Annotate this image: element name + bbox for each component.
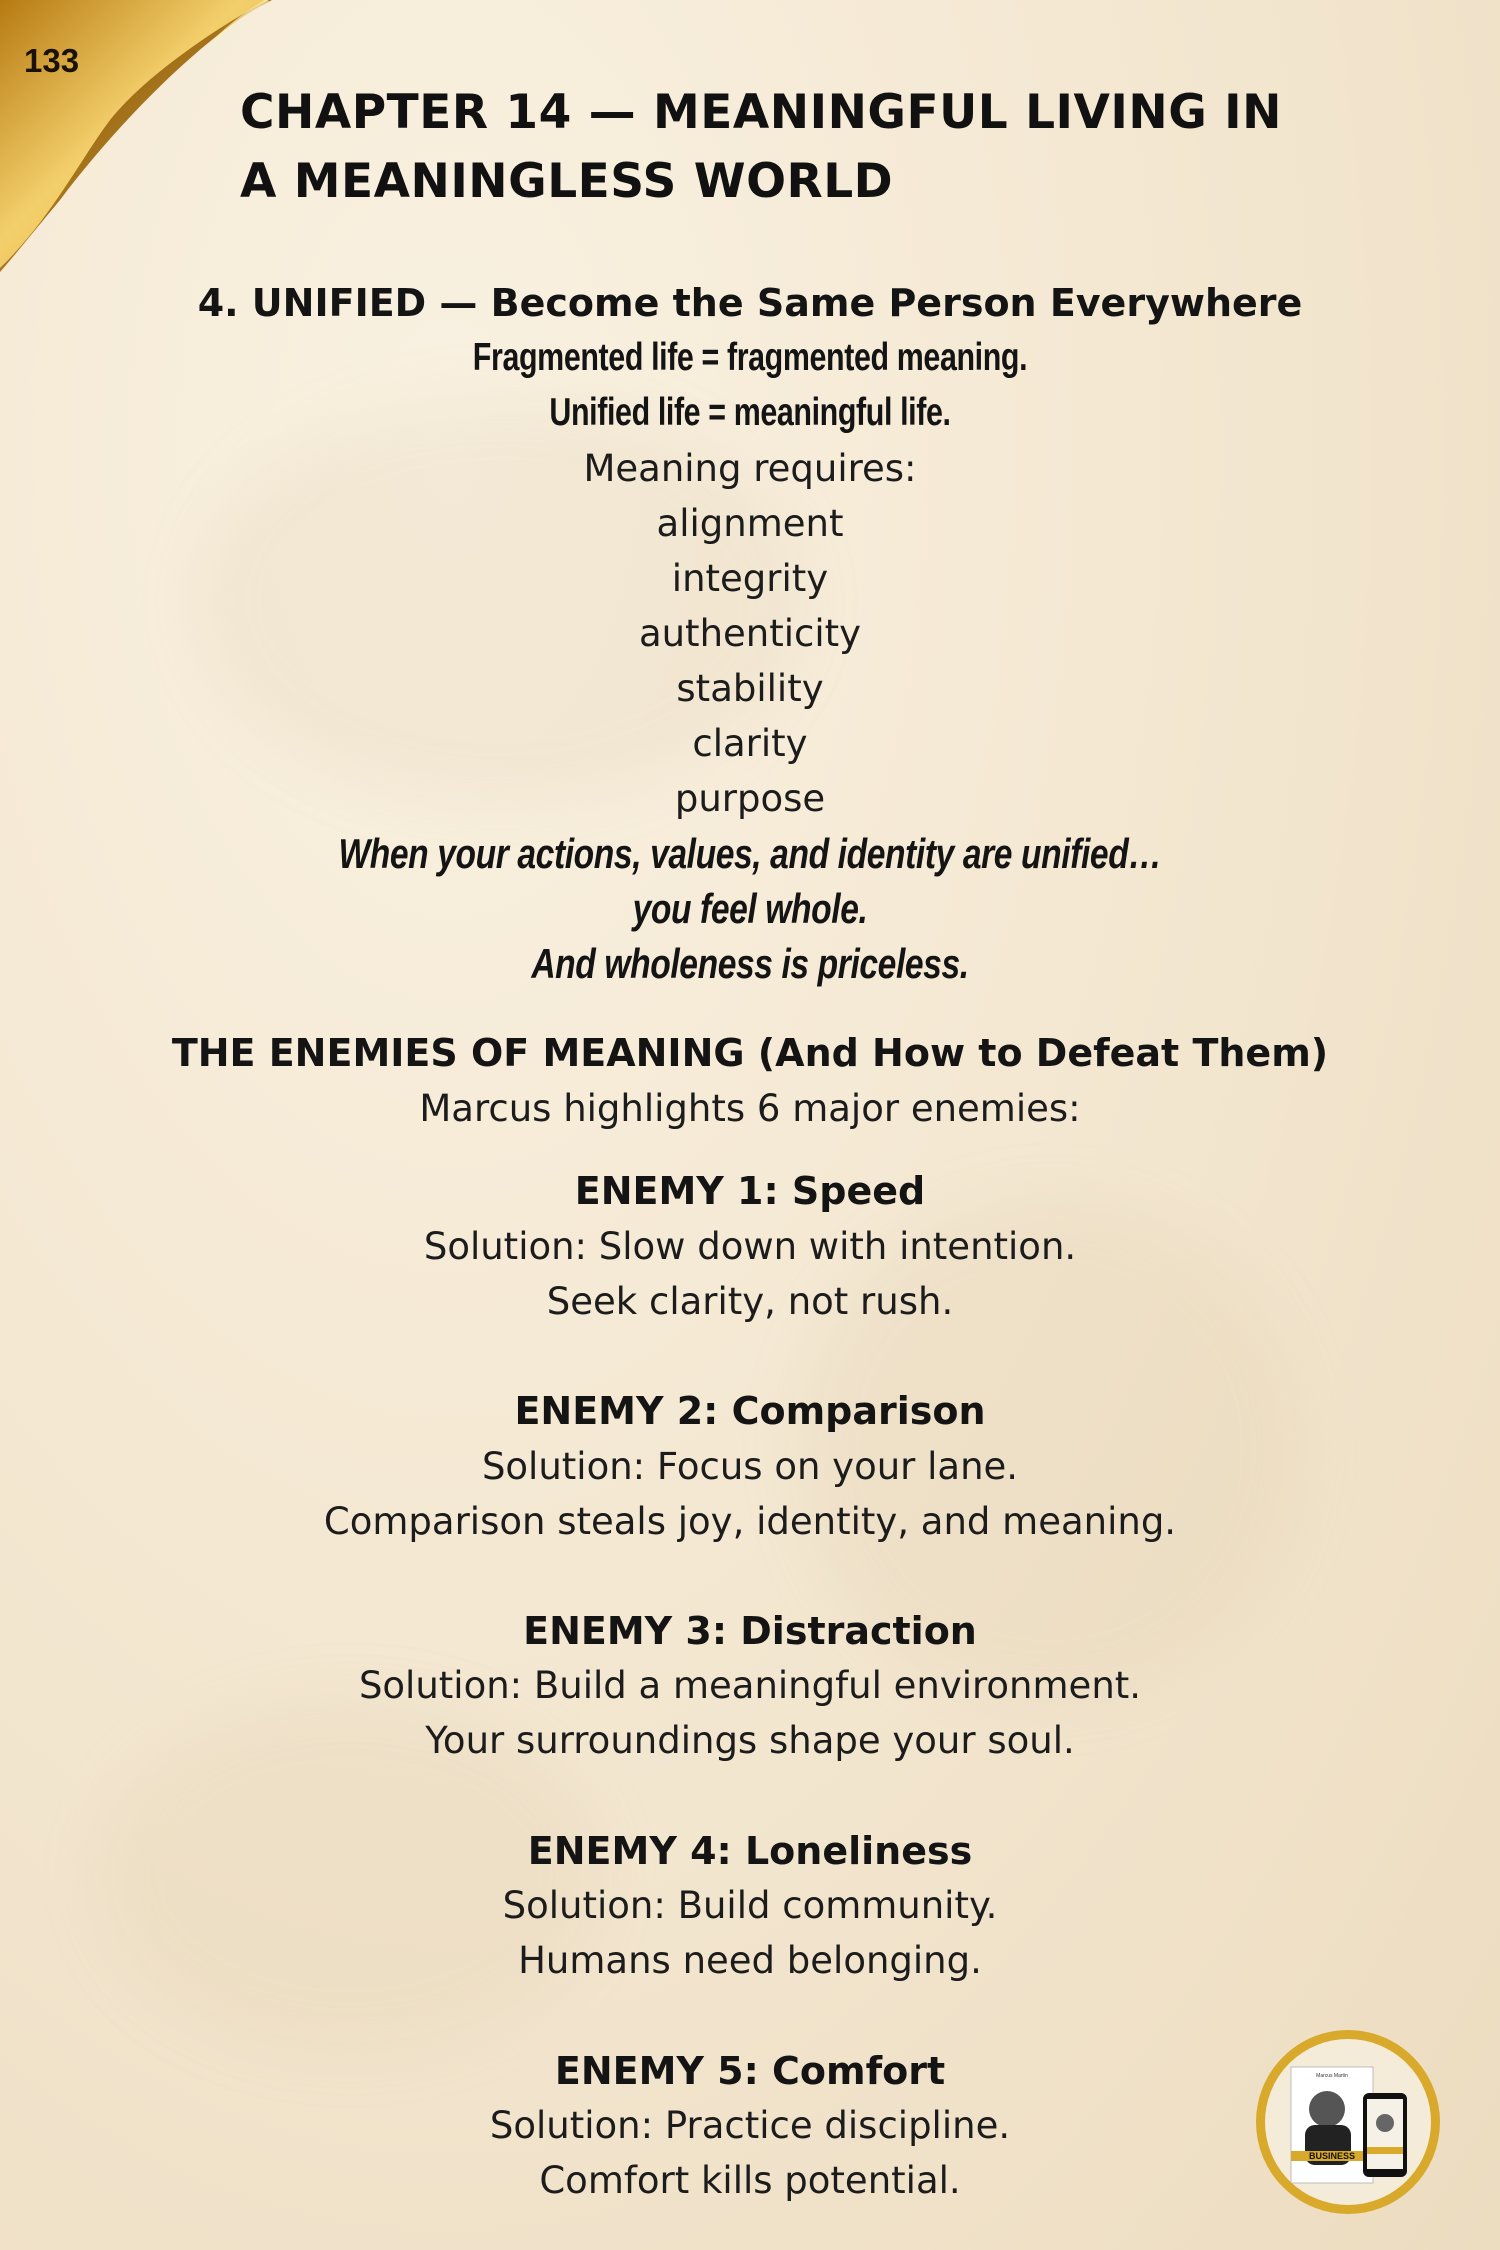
badge-book-title: BUSINESS bbox=[1308, 2151, 1356, 2161]
badge-author: Marcus Martin bbox=[1316, 2073, 1348, 2079]
claim-fragmented: Fragmented life = fragmented meaning. bbox=[472, 336, 1028, 379]
enemy-solution: Solution: Slow down with intention. bbox=[423, 1225, 1077, 1268]
book-cover-icon bbox=[1265, 2039, 1431, 2205]
enemy-title: ENEMY 5: Comfort bbox=[554, 2049, 946, 2093]
enemy-note: Comfort kills potential. bbox=[539, 2159, 961, 2202]
chapter-title-line-1: CHAPTER 14 — MEANINGFUL LIVING IN bbox=[240, 85, 1282, 140]
enemy-title: ENEMY 3: Distraction bbox=[523, 1609, 977, 1653]
enemy-solution: Solution: Focus on your lane. bbox=[481, 1445, 1019, 1488]
requirements-intro: Meaning requires: bbox=[583, 447, 917, 490]
enemy-solution: Solution: Practice discipline. bbox=[489, 2104, 1011, 2147]
section-heading-enemies: THE ENEMIES OF MEANING (And How to Defeat Them) bbox=[171, 1031, 1329, 1075]
requirement-item: stability bbox=[676, 667, 824, 710]
enemy-note: Your surroundings shape your soul. bbox=[425, 1719, 1075, 1762]
enemy-note: Comparison steals joy, identity, and meaning. bbox=[323, 1500, 1177, 1543]
requirement-item: purpose bbox=[674, 777, 826, 820]
chapter-title bbox=[240, 78, 1380, 216]
closing-line-3: And wholeness is priceless. bbox=[531, 940, 969, 987]
requirement-item: clarity bbox=[692, 722, 808, 765]
enemy-note: Humans need belonging. bbox=[518, 1939, 982, 1982]
enemy-solution: Solution: Build community. bbox=[502, 1884, 998, 1927]
chapter-title-line-2: A MEANINGLESS WORLD bbox=[240, 154, 894, 209]
closing-line-2: you feel whole. bbox=[632, 885, 868, 932]
enemies-intro: Marcus highlights 6 major enemies: bbox=[419, 1087, 1081, 1130]
book-badge[interactable] bbox=[1256, 2030, 1440, 2214]
enemy-note: Seek clarity, not rush. bbox=[546, 1280, 954, 1323]
enemy-title: ENEMY 2: Comparison bbox=[514, 1389, 986, 1433]
requirement-item: authenticity bbox=[638, 612, 862, 655]
section-heading-unified: 4. UNIFIED — Become the Same Person Everywhere bbox=[197, 281, 1303, 325]
page-number: 133 bbox=[24, 42, 80, 79]
enemy-title: ENEMY 4: Loneliness bbox=[527, 1829, 973, 1873]
closing-line-1: When your actions, values, and identity are unified… bbox=[338, 830, 1162, 877]
enemy-solution: Solution: Build a meaningful environment. bbox=[358, 1664, 1142, 1707]
enemy-title: ENEMY 1: Speed bbox=[574, 1169, 926, 1213]
requirement-item: alignment bbox=[656, 502, 844, 545]
requirement-item: integrity bbox=[671, 557, 829, 600]
claim-unified: Unified life = meaningful life. bbox=[549, 391, 951, 434]
